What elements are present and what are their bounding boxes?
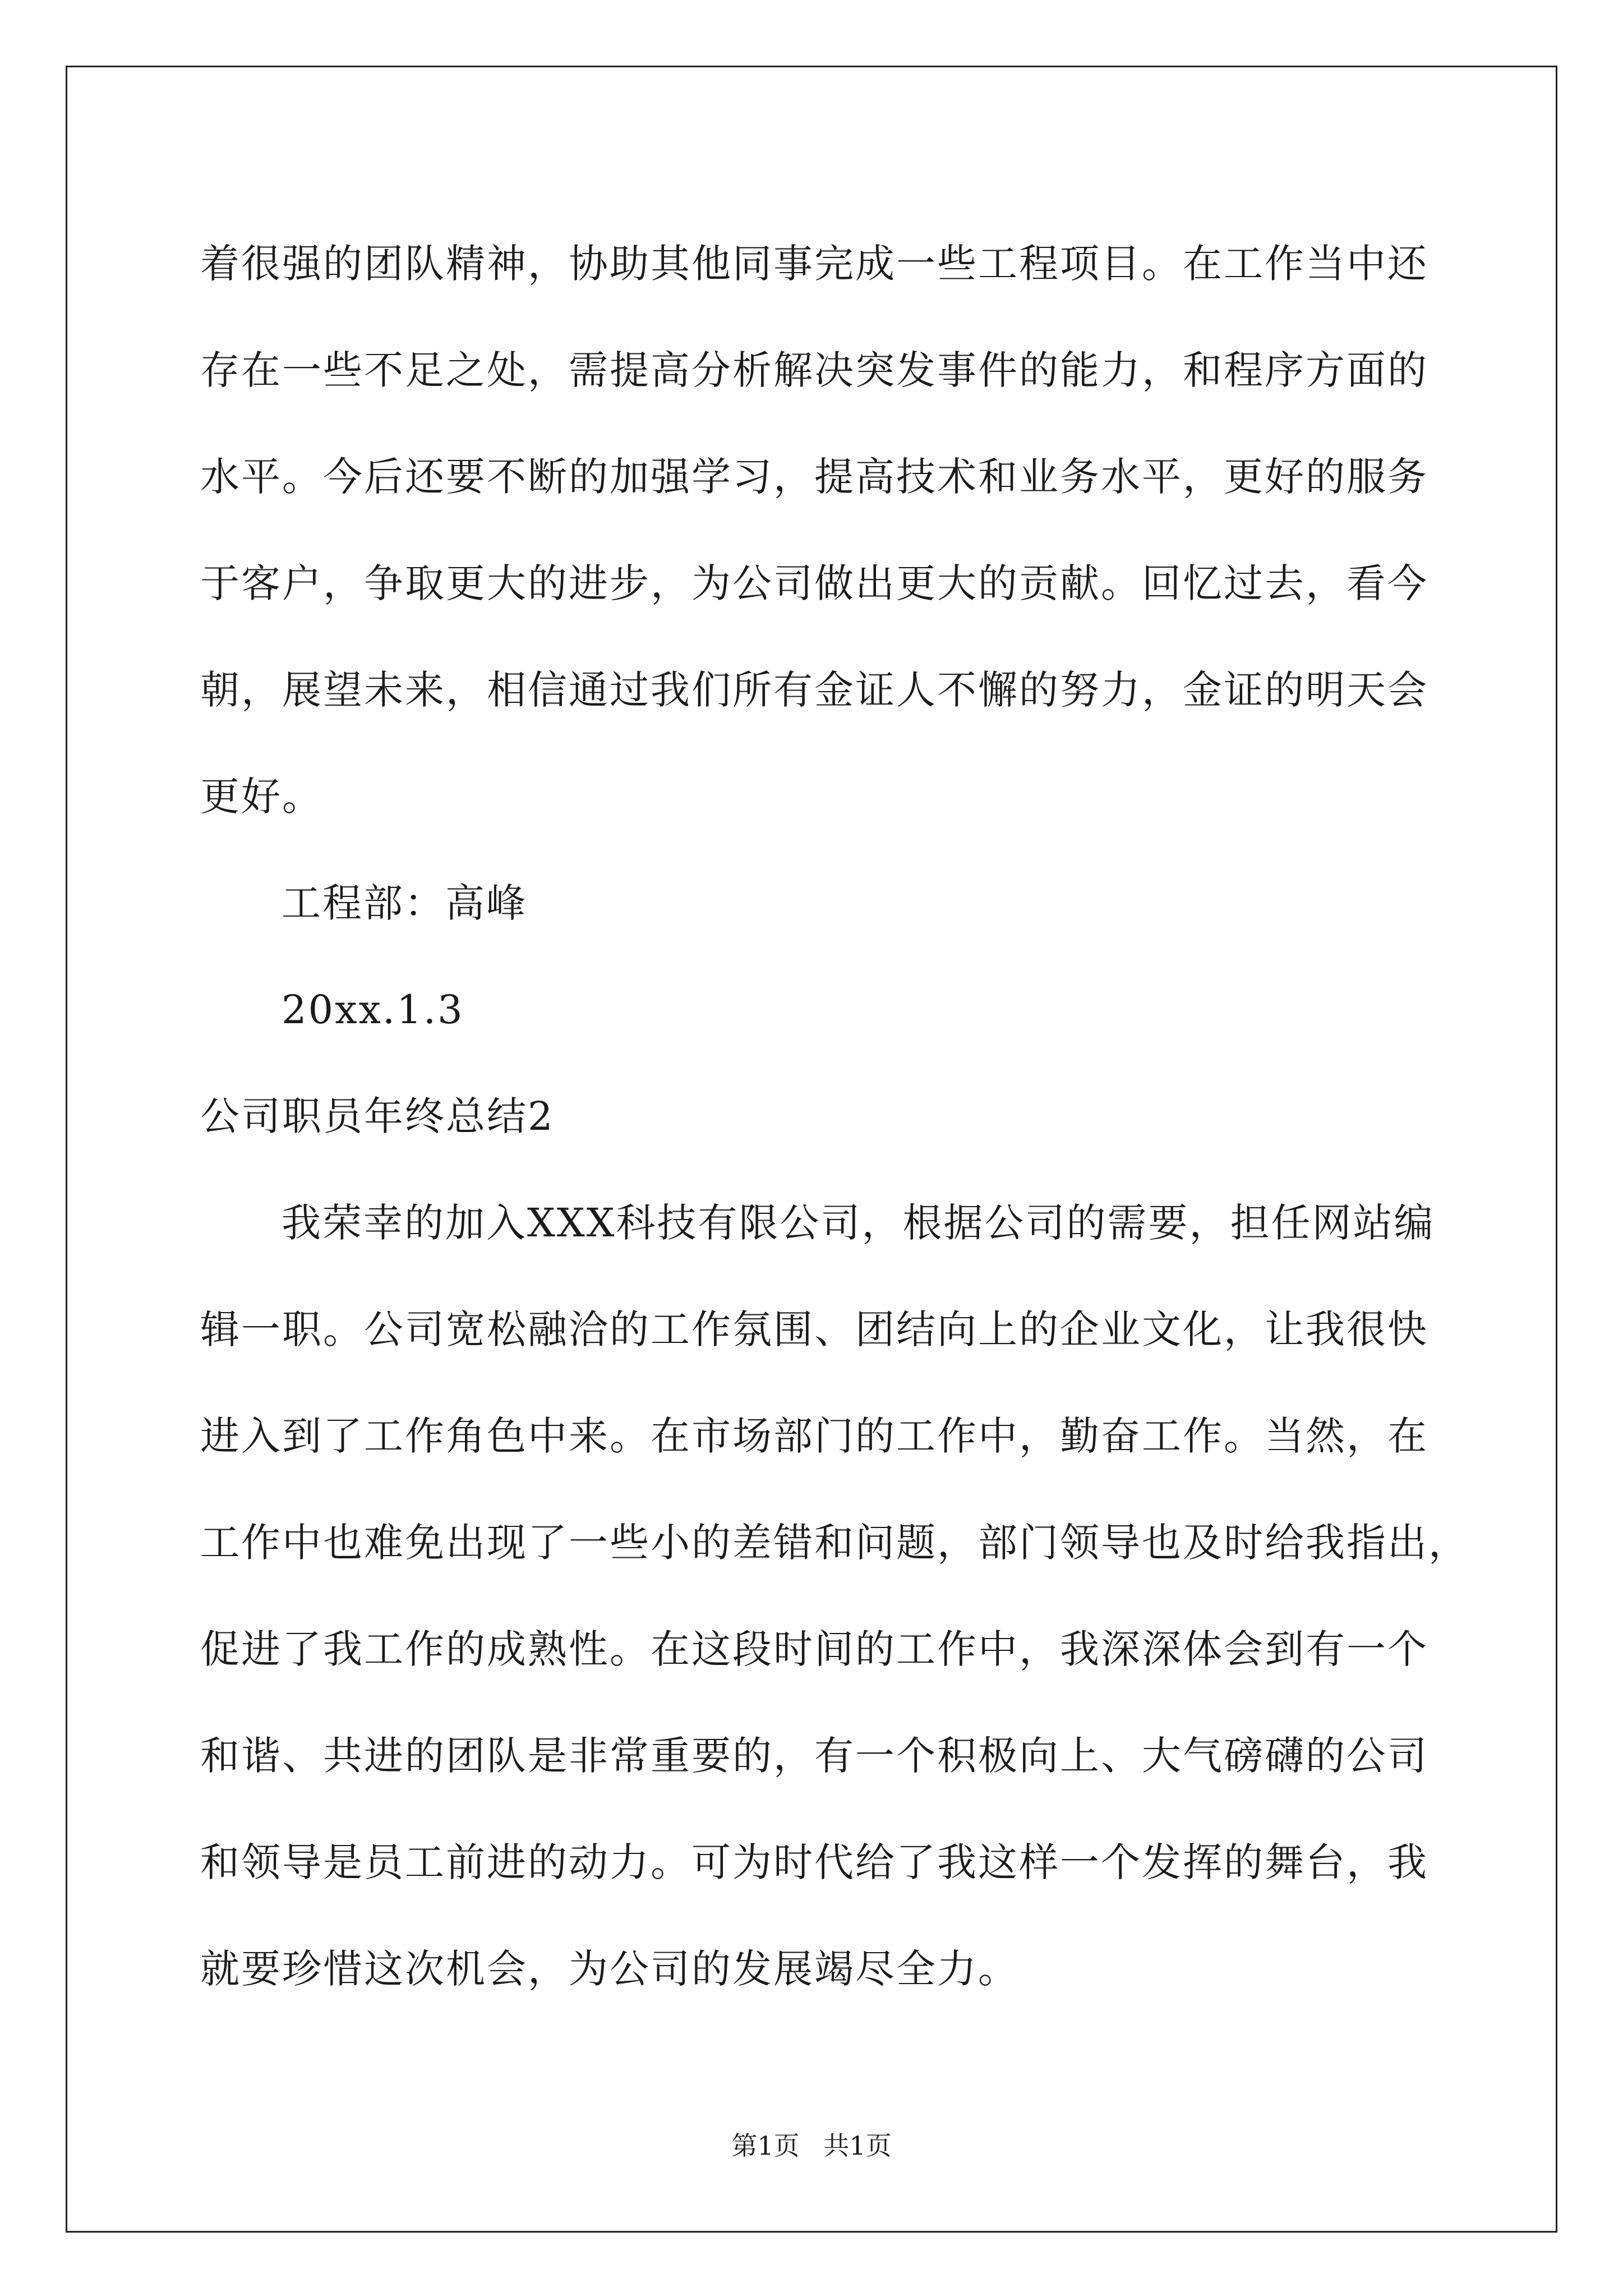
page-total: 共1页 xyxy=(823,2131,892,2161)
body-line: 和谐、共进的团队是非常重要的，有一个积极向上、大气磅礴的公司 xyxy=(200,1733,1428,1779)
body-line: 着很强的团队精神，协助其他同事完成一些工程项目。在工作当中还 xyxy=(200,241,1428,287)
body-line: 促进了我工作的成熟性。在这段时间的工作中，我深深体会到有一个 xyxy=(200,1626,1428,1672)
body-line: 工作中也难免出现了一些小的差错和问题，部门领导也及时给我指出， xyxy=(200,1520,1469,1566)
body-line: 于客户，争取更大的进步，为公司做出更大的贡献。回忆过去，看今 xyxy=(200,560,1428,606)
body-line: 进入到了工作角色中来。在市场部门的工作中，勤奋工作。当然，在 xyxy=(200,1413,1428,1459)
section-title: 公司职员年终总结2 xyxy=(200,1093,555,1139)
body-line: 就要珍惜这次机会，为公司的发展竭尽全力。 xyxy=(200,1946,1019,1992)
body-line: 水平。今后还要不断的加强学习，提高技术和业务水平，更好的服务 xyxy=(200,454,1428,500)
body-line: 朝，展望未来，相信通过我们所有金证人不懈的努力，金证的明天会 xyxy=(200,667,1428,713)
body-line: 更好。 xyxy=(200,774,323,820)
signature: 工程部：高峰 xyxy=(282,880,527,926)
body-line: 存在一些不足之处，需提高分析解决突发事件的能力，和程序方面的 xyxy=(200,347,1428,393)
date: 20xx.1.3 xyxy=(282,987,464,1033)
body-line: 我荣幸的加入XXX科技有限公司，根据公司的需要，担任网站编 xyxy=(282,1200,1435,1246)
page-number: 第1页 xyxy=(731,2131,800,2161)
body-line: 辑一职。公司宽松融洽的工作氛围、团结向上的企业文化，让我很快 xyxy=(200,1306,1428,1352)
document-body xyxy=(200,210,1507,2022)
page-footer xyxy=(0,2129,1623,2162)
body-line: 和领导是员工前进的动力。可为时代给了我这样一个发挥的舞台，我 xyxy=(200,1839,1428,1885)
